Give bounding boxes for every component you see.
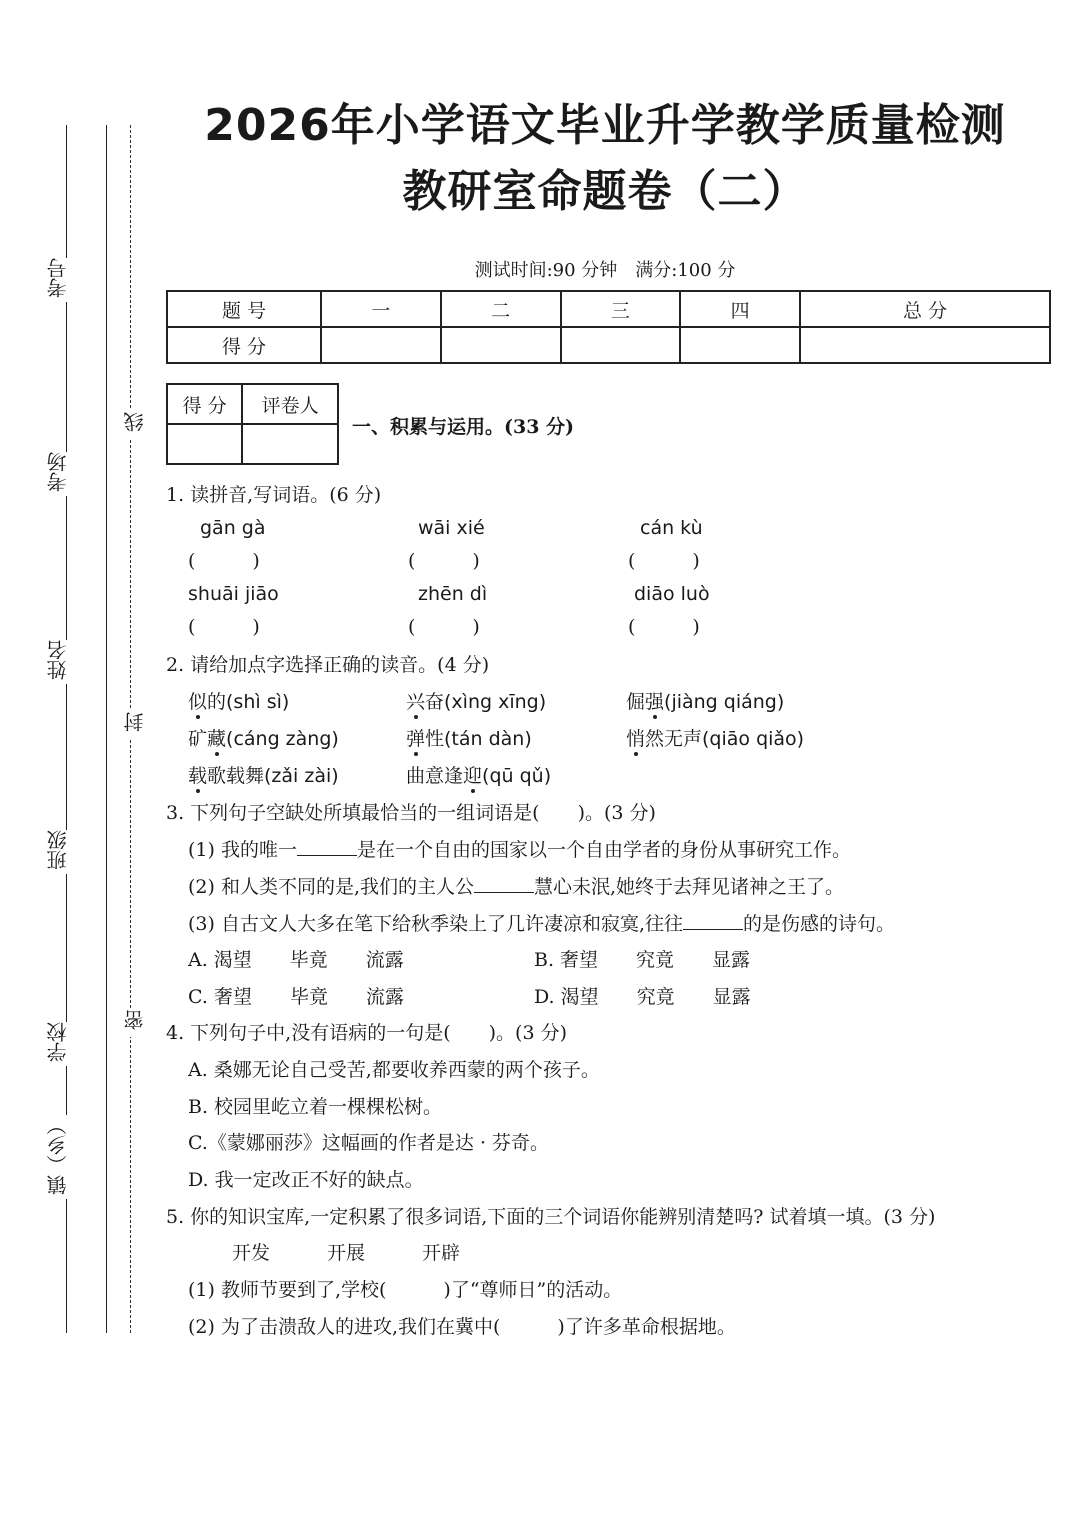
- q1-answer-bracket[interactable]: ( ): [628, 550, 700, 572]
- score-table-header-row: [167, 291, 1050, 327]
- score-cell[interactable]: [680, 327, 800, 363]
- test-info: 测试时间:90 分钟 满分:100 分: [474, 260, 736, 281]
- q3-stem: 3. 下列句子空缺处所填最恰当的一组词语是( )。(3 分): [166, 802, 656, 824]
- seal-mark-mi: 密: [120, 1008, 149, 1037]
- margin-line-solid-2: [106, 125, 107, 1333]
- label-exam-room: 考场: [38, 452, 78, 496]
- q2-stem: 2. 请给加点字选择正确的读音。(4 分): [166, 654, 490, 676]
- score-table-header-cell: 题 号: [167, 291, 321, 327]
- score-table-header-cell: 二: [441, 291, 561, 327]
- q1-answer-bracket[interactable]: ( ): [408, 550, 480, 572]
- q3-sentence-2: (2) 和人类不同的是,我们的主人公 慧心未泯,她终于去拜见诸神之王了。: [188, 876, 845, 898]
- fill-blank[interactable]: [474, 874, 534, 893]
- q4-option-a[interactable]: A. 桑娜无论自己受苦,都要收养西蒙的两个孩子。: [188, 1059, 600, 1081]
- q3-sentence-1: (1) 我的唯一 是在一个自由的国家以一个自由学者的身份从事研究工作。: [188, 839, 851, 861]
- q4-stem: 4. 下列句子中,没有语病的一句是( )。(3 分): [166, 1022, 567, 1044]
- q5-sentence-2[interactable]: (2) 为了击溃敌人的进攻,我们在冀中( )了许多革命根据地。: [188, 1316, 736, 1338]
- label-name: 姓名: [38, 640, 78, 684]
- label-class: 班级: [38, 830, 78, 874]
- q1-stem: 1. 读拼音,写词语。(6 分): [166, 484, 382, 506]
- seal-mark-feng: 封: [120, 710, 149, 739]
- grader-box-grader-cell[interactable]: [242, 424, 338, 464]
- grader-box-grader-label: 评卷人: [242, 384, 338, 424]
- q2-item: 似的(shì sì): [188, 691, 290, 713]
- q2-item: 载歌载舞(zǎi zài): [188, 765, 339, 787]
- score-cell[interactable]: [800, 327, 1050, 363]
- q2-item: 倔强(jiàng qiáng): [626, 691, 785, 713]
- score-table: [166, 290, 1051, 364]
- q5-sentence-1[interactable]: (1) 教师节要到了,学校( )了“尊师日”的活动。: [188, 1279, 623, 1301]
- q1-pinyin: wāi xié: [418, 517, 485, 539]
- q1-answer-bracket[interactable]: ( ): [628, 616, 700, 638]
- label-exam-number: 考号: [38, 258, 78, 302]
- score-cell[interactable]: [321, 327, 441, 363]
- grader-box-score-label: 得 分: [167, 384, 242, 424]
- q1-pinyin: diāo luò: [634, 583, 710, 605]
- q3-sentence-3: (3) 自古文人大多在笔下给秋季染上了几许凄凉和寂寞,往往 的是伤感的诗句。: [188, 913, 896, 935]
- q3-option-d[interactable]: D. 渴望 究竟 显露: [534, 986, 751, 1008]
- q2-item: 兴奋(xìng xīng): [406, 691, 547, 713]
- fill-blank[interactable]: [683, 911, 743, 930]
- q1-answer-bracket[interactable]: ( ): [188, 550, 260, 572]
- q1-answer-bracket[interactable]: ( ): [188, 616, 260, 638]
- seal-mark-xian: 线: [120, 410, 149, 439]
- section-1-title: 一、积累与运用。(33 分): [352, 416, 575, 438]
- q5-stem: 5. 你的知识宝库,一定积累了很多词语,下面的三个词语你能辨别清楚吗? 试着填一填。(3 分): [166, 1206, 936, 1228]
- grader-box: [166, 383, 339, 465]
- q2-item: 曲意逢迎(qū qǔ): [406, 765, 552, 787]
- q2-item: 弹性(tán dàn): [406, 728, 532, 750]
- q1-pinyin: zhēn dì: [418, 583, 488, 605]
- page-title-line2: 教研室命题卷（二）: [402, 166, 808, 217]
- q5-word-bank: 开发 开展 开辟: [232, 1242, 461, 1264]
- q1-pinyin: shuāi jiāo: [188, 583, 279, 605]
- score-table-row-label: 得 分: [167, 327, 321, 363]
- score-cell[interactable]: [441, 327, 561, 363]
- label-township: 镇（乡）: [38, 1115, 78, 1199]
- grader-box-score-cell[interactable]: [167, 424, 242, 464]
- score-table-score-row: [167, 327, 1050, 363]
- q4-option-c[interactable]: C.《蒙娜丽莎》这幅画的作者是达 · 芬奇。: [188, 1132, 550, 1154]
- score-table-header-cell: 一: [321, 291, 441, 327]
- score-table-header-cell: 四: [680, 291, 800, 327]
- score-table-header-cell: 总 分: [800, 291, 1050, 327]
- score-cell[interactable]: [561, 327, 681, 363]
- q3-option-a[interactable]: A. 渴望 毕竟 流露: [188, 949, 404, 971]
- label-school: 学校: [38, 1022, 78, 1066]
- q1-pinyin: cán kù: [640, 517, 703, 539]
- q1-pinyin: gān gà: [200, 517, 266, 539]
- q4-option-b[interactable]: B. 校园里屹立着一棵棵松树。: [188, 1096, 443, 1118]
- q3-option-c[interactable]: C. 奢望 毕竟 流露: [188, 986, 404, 1008]
- q2-item: 矿藏(cáng zàng): [188, 728, 339, 750]
- score-table-header-cell: 三: [561, 291, 681, 327]
- q3-option-b[interactable]: B. 奢望 究竟 显露: [534, 949, 751, 971]
- fill-blank[interactable]: [297, 837, 357, 856]
- q2-item: 悄然无声(qiāo qiǎo): [626, 728, 805, 750]
- q4-option-d[interactable]: D. 我一定改正不好的缺点。: [188, 1169, 424, 1191]
- page-title-line1: 2026年小学语文毕业升学教学质量检测: [204, 100, 1006, 151]
- q1-answer-bracket[interactable]: ( ): [408, 616, 480, 638]
